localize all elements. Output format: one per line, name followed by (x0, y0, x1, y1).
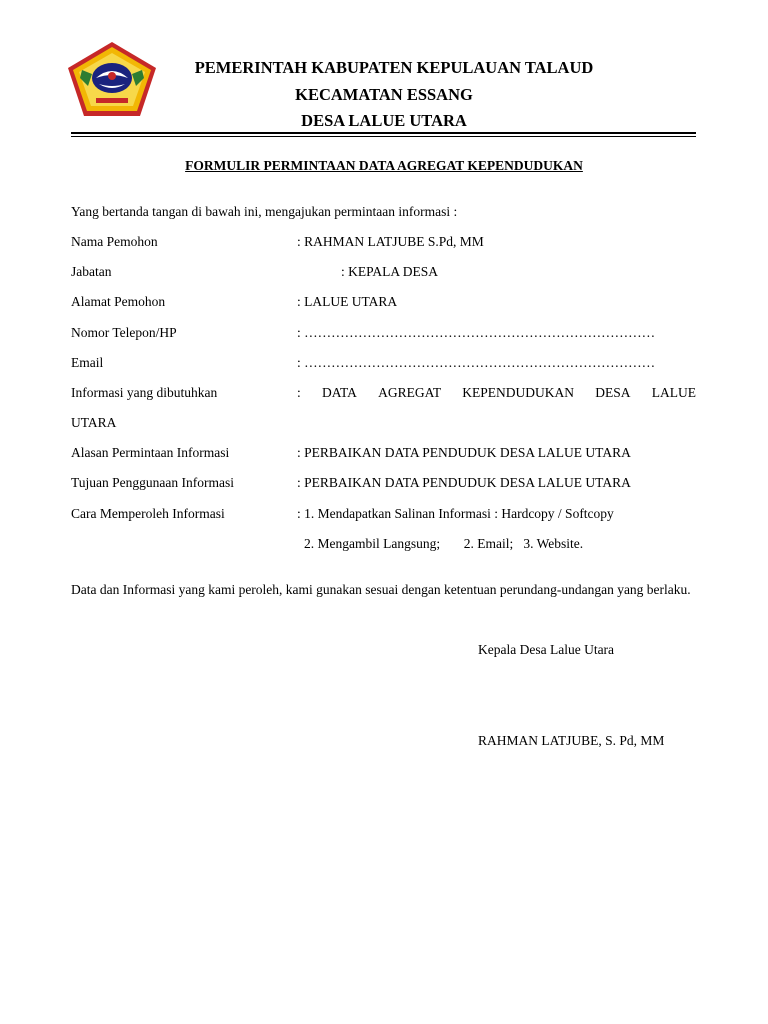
field-label-tujuan: Tujuan Penggunaan Informasi (71, 475, 234, 490)
field-label-cara: Cara Memperoleh Informasi (71, 506, 225, 521)
letterhead-village: DESA LALUE UTARA (301, 111, 467, 130)
field-label-informasi: Informasi yang dibutuhkan (71, 385, 218, 400)
letterhead-district: KECAMATAN ESSANG (295, 85, 473, 104)
informasi-word: : (297, 385, 301, 400)
field-value-cara: : 1. Mendapatkan Salinan Informasi : Hardcopy / Softcopy (297, 506, 614, 521)
informasi-word: DATA (321, 385, 357, 400)
field-value-alasan: : PERBAIKAN DATA PENDUDUK DESA LALUE UTARA (297, 445, 631, 460)
field-value-tujuan: : PERBAIKAN DATA PENDUDUK DESA LALUE UTARA (297, 475, 631, 490)
informasi-word: LALUE (651, 385, 696, 400)
field-label-jabatan: Jabatan (71, 264, 112, 279)
informasi-word: AGREGAT (378, 385, 442, 400)
field-value-telepon: : …………………………………………………………………… (297, 325, 656, 340)
field-value-cara-options: 2. Mengambil Langsung; 2. Email; 3. Website. (304, 536, 584, 551)
regency-emblem-logo (66, 40, 158, 118)
letterhead-divider-thick (71, 132, 696, 134)
letterhead-divider-thin (71, 136, 696, 137)
field-label-alasan: Alasan Permintaan Informasi (71, 445, 230, 460)
signature-title: Kepala Desa Lalue Utara (478, 642, 615, 657)
field-label-telepon: Nomor Telepon/HP (71, 325, 177, 340)
field-value-nama: : RAHMAN LATJUBE S.Pd, MM (297, 234, 484, 249)
field-value-informasi-continuation: UTARA (71, 415, 117, 430)
intro-text: Yang bertanda tangan di bawah ini, mengajukan permintaan informasi : (71, 204, 458, 219)
field-value-email: : …………………………………………………………………… (297, 355, 656, 370)
closing-paragraph: Data dan Informasi yang kami peroleh, kami gunakan sesuai dengan ketentuan perundang-undangan yang berlaku. (71, 582, 691, 597)
informasi-word: KEPENDUDUKAN (462, 385, 575, 400)
field-value-jabatan: : KEPALA DESA (341, 264, 439, 279)
field-label-alamat: Alamat Pemohon (71, 294, 166, 309)
letterhead-government: PEMERINTAH KABUPATEN KEPULAUAN TALAUD (194, 58, 594, 77)
field-value-alamat: : LALUE UTARA (297, 294, 398, 309)
field-label-email: Email (71, 355, 104, 370)
field-label-nama: Nama Pemohon (71, 234, 158, 249)
informasi-word: DESA (595, 385, 631, 400)
field-value-informasi (297, 385, 696, 401)
signature-name: RAHMAN LATJUBE, S. Pd, MM (478, 733, 665, 748)
form-title: FORMULIR PERMINTAAN DATA AGREGAT KEPENDUDUKAN (185, 158, 583, 173)
